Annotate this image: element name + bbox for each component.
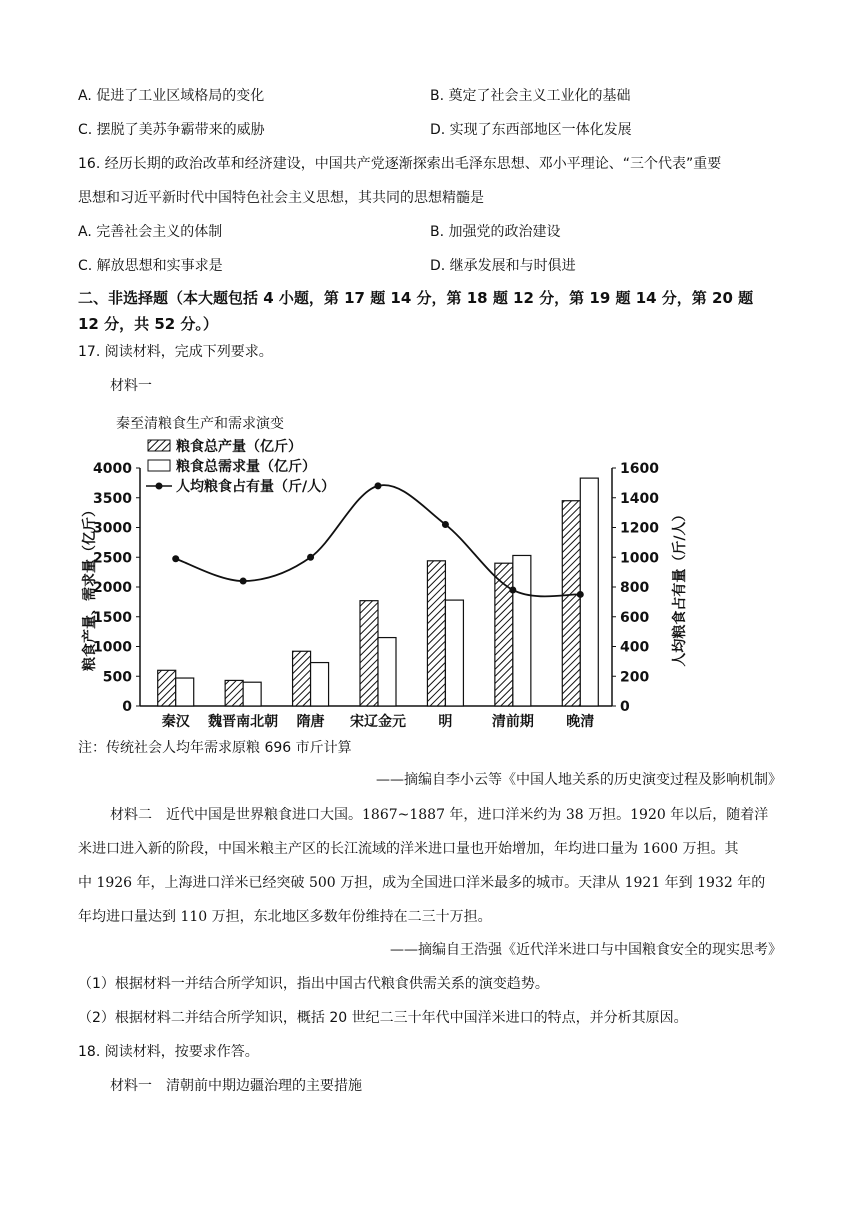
bar-demand: [445, 600, 463, 706]
q15-option-b: B. 奠定了社会主义工业化的基础: [430, 88, 631, 104]
q17-source1: ——摘编自李小云等《中国人地关系的历史演变过程及影响机制》: [376, 772, 782, 788]
y-tick-label-left: 2000: [93, 580, 132, 596]
q17-source2: ——摘编自王浩强《近代洋米进口与中国粮食安全的现实思考》: [390, 942, 782, 958]
q18-material1: 材料一 清朝前中期边疆治理的主要措施: [110, 1078, 362, 1094]
x-tick-label: 明: [438, 714, 453, 730]
grain-chart: [70, 416, 710, 736]
q15-option-d: D. 实现了东西部地区一体化发展: [430, 122, 632, 138]
q17-material2-line1: 材料二 近代中国是世界粮食进口大国。1867~1887 年，进口洋米约为 38 万担。1920 年以后，随着洋: [110, 807, 769, 823]
q18-stem: 18. 阅读材料，按要求作答。: [78, 1044, 259, 1060]
x-tick-label: 清前期: [491, 714, 534, 730]
bar-production: [225, 680, 243, 706]
q17-material2-line2: 米进口进入新的阶段，中国米粮主产区的长江流域的洋米进口量也开始增加，年均进口量为 1600 万担。其: [78, 841, 739, 857]
q17-material2-line4: 年均进口量达到 110 万担，东北地区多数年份维持在二三十万担。: [78, 909, 492, 925]
y-tick-label-left: 1000: [93, 639, 132, 656]
chart-bars: [158, 478, 599, 706]
bar-demand: [378, 638, 396, 706]
bar-production: [427, 561, 445, 706]
y-axis-title-left: 粮食产量、需求量（亿斤）: [82, 503, 98, 671]
y-axis-title-right: 人均粮食占有量（斤/人）: [672, 507, 688, 667]
x-tick-label: 宋辽金元: [350, 714, 406, 730]
q17-chart-note: 注：传统社会人均年需求原粮 696 市斤计算: [78, 740, 352, 756]
per-capita-point: [577, 591, 584, 598]
bar-production: [293, 651, 311, 706]
y-tick-label-left: 2500: [93, 550, 132, 567]
legend-swatch-production: [148, 440, 170, 451]
y-tick-label-right: 200: [620, 669, 650, 686]
legend-label-demand: 粮食总需求量（亿斤）: [176, 459, 316, 475]
y-tick-label-right: 0: [620, 699, 630, 715]
x-tick-label: 晚清: [566, 714, 595, 730]
y-tick-label-right: 1000: [620, 550, 659, 567]
x-tick-label: 秦汉: [161, 714, 190, 730]
bar-production: [360, 601, 378, 706]
y-tick-label-left: 500: [102, 669, 132, 686]
bar-production: [158, 670, 176, 706]
bar-demand: [513, 555, 531, 706]
y-tick-label-right: 1200: [620, 520, 659, 537]
x-tick-label: 魏晋南北朝: [208, 714, 279, 730]
q16-stem-line1: 16. 经历长期的政治改革和经济建设，中国共产党逐渐探索出毛泽东思想、邓小平理论、“三个代表”重要: [78, 156, 722, 172]
legend-label-percapita: 人均粮食占有量（斤/人）: [176, 479, 336, 495]
y-tick-label-right: 800: [620, 580, 650, 596]
per-capita-point: [375, 482, 382, 489]
q16-option-a: A. 完善社会主义的体制: [78, 224, 223, 240]
chart-title: 秦至清粮食生产和需求演变: [116, 416, 284, 432]
q16-option-b: B. 加强党的政治建设: [430, 224, 561, 240]
q15-option-c: C. 摆脱了美苏争霸带来的威胁: [78, 122, 265, 138]
y-tick-label-left: 0: [122, 699, 132, 715]
bar-demand: [243, 682, 261, 706]
q15-option-a: A. 促进了工业区域格局的变化: [78, 88, 265, 104]
per-capita-point: [442, 521, 449, 528]
q17-stem: 17. 阅读材料，完成下列要求。: [78, 344, 273, 360]
bar-demand: [311, 663, 329, 706]
bar-demand: [580, 478, 598, 706]
q17-sub1: （1）根据材料一并结合所学知识，指出中国古代粮食供需关系的演变趋势。: [78, 976, 549, 992]
y-tick-label-left: 4000: [93, 461, 132, 477]
per-capita-point: [307, 554, 314, 561]
legend-swatch-demand: [148, 460, 170, 471]
y-tick-label-right: 400: [620, 639, 650, 656]
chart-legend: [146, 438, 335, 495]
q16-option-c: C. 解放思想和实事求是: [78, 258, 223, 274]
bar-demand: [176, 678, 194, 706]
y-tick-label-left: 3000: [93, 520, 132, 537]
per-capita-point: [172, 555, 179, 562]
legend-label-production: 粮食总产量（亿斤）: [176, 439, 302, 455]
bar-production: [562, 501, 580, 706]
y-tick-label-right: 1600: [620, 461, 659, 477]
legend-marker-percapita: [156, 483, 163, 490]
per-capita-point: [240, 578, 247, 585]
section2-title-line1: 二、非选择题（本大题包括 4 小题，第 17 题 14 分，第 18 题 12 分，第 19 题 14 分，第 20 题: [78, 289, 754, 307]
y-tick-label-left: 3500: [93, 490, 132, 507]
y-tick-label-right: 1400: [620, 490, 659, 507]
q17-material1-label: 材料一: [110, 378, 152, 394]
q17-material2-line3: 中 1926 年，上海进口洋米已经突破 500 万担，成为全国进口洋米最多的城市。天津从 1921 年到 1932 年的: [78, 875, 766, 891]
y-tick-label-left: 1500: [93, 609, 132, 626]
q16-stem-line2: 思想和习近平新时代中国特色社会主义思想，其共同的思想精髓是: [78, 190, 484, 206]
x-tick-label: 隋唐: [296, 714, 325, 730]
q16-option-d: D. 继承发展和与时俱进: [430, 258, 576, 274]
y-tick-label-right: 600: [620, 609, 650, 626]
per-capita-point: [509, 586, 516, 593]
section2-title-line2: 12 分，共 52 分。）: [78, 315, 218, 333]
q17-sub2: （2）根据材料二并结合所学知识，概括 20 世纪二三十年代中国洋米进口的特点，并分析其原因。: [78, 1010, 688, 1026]
